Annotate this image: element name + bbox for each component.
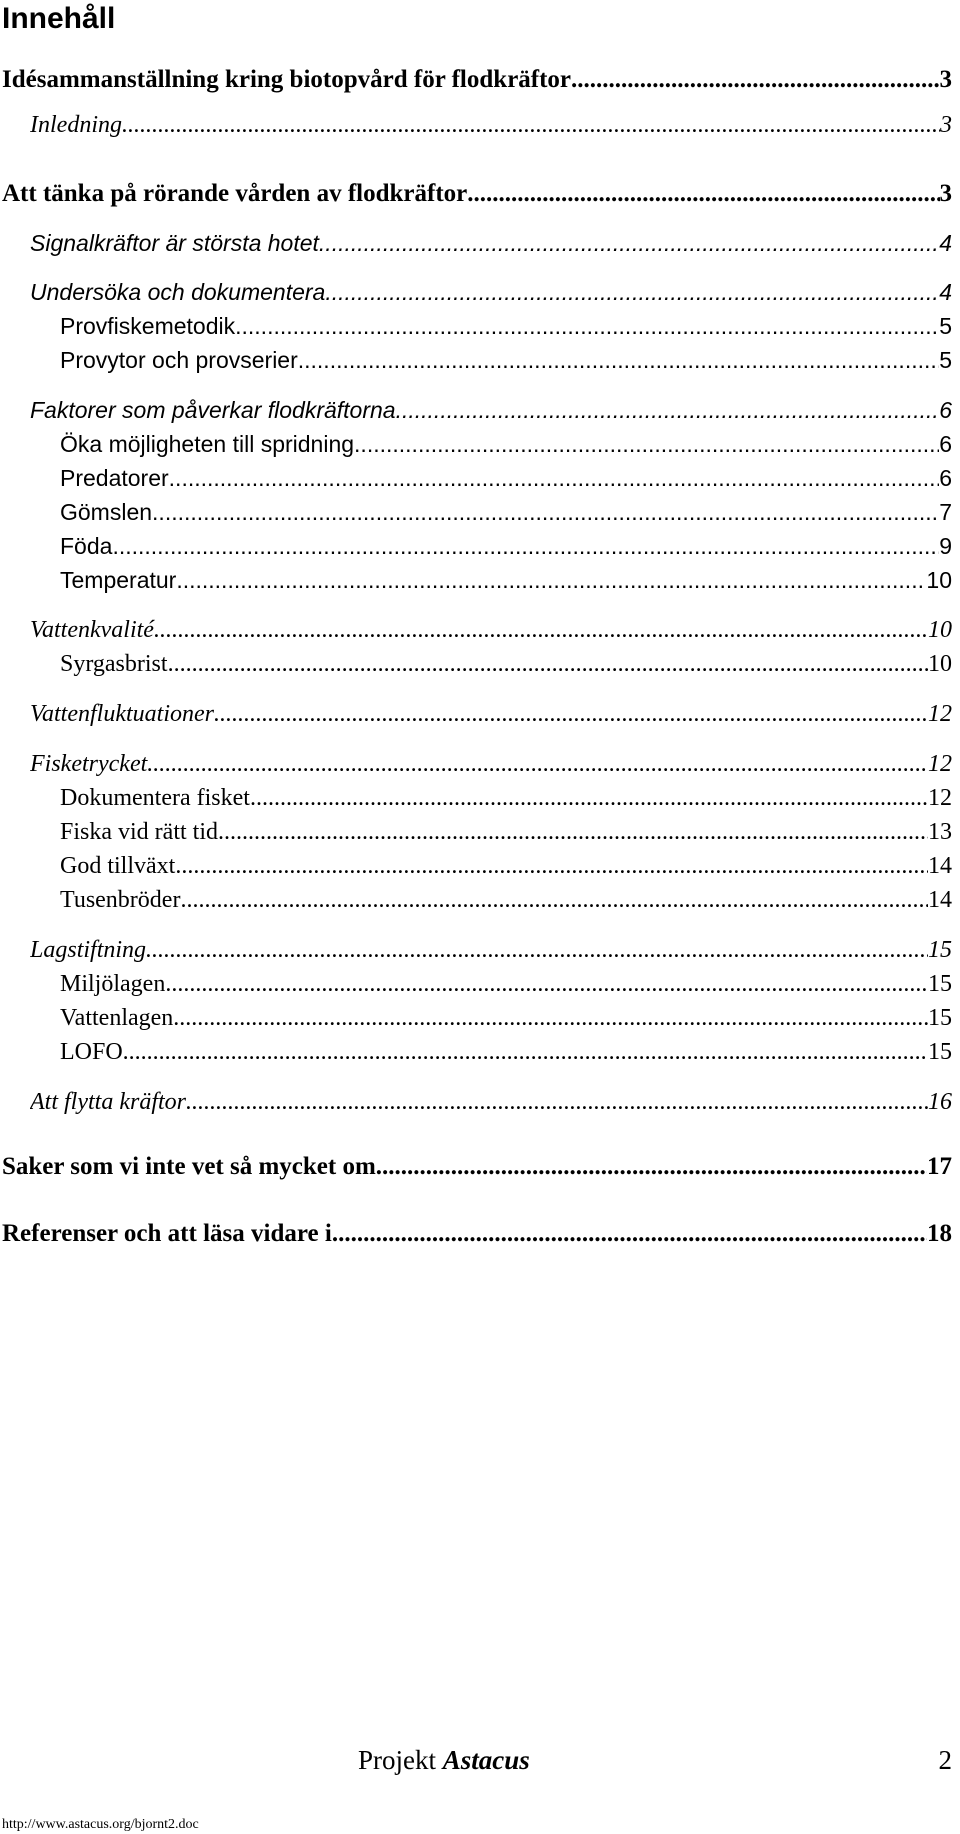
- toc-entry[interactable]: [30, 617, 952, 653]
- toc-entry[interactable]: [60, 785, 952, 821]
- toc-entry-label: Vattenfluktuationer: [30, 701, 214, 727]
- toc-page-number: 12: [928, 751, 952, 777]
- toc-entry-label: Idésammanställning kring biotopvård för flodkräftor: [2, 66, 572, 93]
- toc-page-number: 12: [928, 785, 952, 811]
- toc-entry[interactable]: [30, 112, 952, 148]
- footer-project-name: [358, 1745, 530, 1776]
- toc-dot-leader: [169, 465, 940, 492]
- toc-page-number: 15: [928, 1039, 952, 1065]
- toc-entry[interactable]: [30, 279, 952, 315]
- toc-entry[interactable]: [60, 1039, 952, 1075]
- toc-page-number: 4: [939, 279, 952, 305]
- toc-page-number: 7: [939, 499, 952, 525]
- toc-entry-label: LOFO: [60, 1039, 123, 1065]
- toc-page-number: 4: [939, 230, 952, 256]
- toc-page-number: 9: [939, 533, 952, 559]
- toc-page-number: 3: [940, 112, 952, 138]
- toc-dot-leader: [325, 279, 939, 306]
- toc-entry-label: Gömslen: [60, 499, 153, 525]
- toc-entry[interactable]: [60, 853, 952, 889]
- toc-dot-leader: [467, 180, 939, 208]
- toc-entry[interactable]: [2, 1153, 952, 1189]
- toc-page-number: 10: [928, 617, 952, 643]
- toc-page-number: 6: [939, 465, 952, 491]
- toc-page-number: 17: [927, 1153, 952, 1180]
- toc-page-number: 6: [939, 397, 952, 423]
- toc-entry-label: Provytor och provserier: [60, 347, 298, 373]
- toc-entry-label: Dokumentera fisket: [60, 785, 250, 811]
- toc-entry-label: Temperatur: [60, 567, 177, 593]
- toc-entry[interactable]: [2, 66, 952, 102]
- toc-entry-label: Att tänka på rörande vården av flodkräftor: [2, 180, 468, 207]
- toc-page-number: 3: [939, 180, 952, 207]
- footer-project-word: Projekt: [358, 1745, 436, 1775]
- toc-entry-label: Predatorer: [60, 465, 169, 491]
- toc-entry[interactable]: [60, 533, 952, 569]
- toc-page-number: 13: [928, 819, 952, 845]
- toc-entry[interactable]: [60, 465, 952, 501]
- toc-entry[interactable]: [60, 499, 952, 535]
- toc-entry[interactable]: [60, 347, 952, 383]
- toc-dot-leader: [173, 1005, 928, 1032]
- toc-page-number: 3: [939, 66, 952, 93]
- toc-entry-label: Signalkräftor är största hotet: [30, 230, 319, 256]
- toc-entry[interactable]: [2, 1220, 952, 1256]
- toc-page-number: 18: [927, 1220, 952, 1247]
- toc-dot-leader: [376, 1153, 927, 1181]
- toc-dot-leader: [235, 313, 939, 340]
- toc-dot-leader: [354, 431, 939, 458]
- page-footer: [0, 1745, 960, 1779]
- toc-entry-label: Vattenkvalité: [30, 617, 154, 643]
- toc-entry[interactable]: [60, 313, 952, 349]
- toc-dot-leader: [176, 567, 926, 594]
- toc-entry-label: Öka möjligheten till spridning: [60, 431, 355, 457]
- toc-dot-leader: [571, 66, 939, 94]
- toc-entry-label: Saker som vi inte vet så mycket om: [2, 1153, 376, 1180]
- toc-entry[interactable]: [30, 397, 952, 433]
- toc-dot-leader: [396, 397, 940, 424]
- toc-dot-leader: [122, 112, 940, 139]
- toc-page-number: 15: [928, 971, 952, 997]
- toc-page-number: 14: [928, 853, 952, 879]
- toc-dot-leader: [123, 1039, 928, 1066]
- toc-dot-leader: [168, 651, 928, 678]
- toc-dot-leader: [112, 533, 939, 560]
- toc-page-number: 10: [928, 651, 952, 677]
- toc-dot-leader: [250, 785, 928, 812]
- toc-page-number: 10: [926, 567, 952, 593]
- footer-page-number: 2: [938, 1745, 952, 1775]
- toc-entry-label: Föda: [60, 533, 113, 559]
- page-title: Innehåll: [2, 2, 116, 35]
- toc-entry-label: Faktorer som påverkar flodkräftorna: [30, 397, 396, 423]
- toc-entry[interactable]: [60, 651, 952, 687]
- toc-page-number: 5: [939, 313, 952, 339]
- toc-page-number: 6: [939, 431, 952, 457]
- toc-entry-label: Lagstiftning: [30, 937, 147, 963]
- toc-entry[interactable]: [30, 230, 952, 266]
- toc-entry[interactable]: [2, 180, 952, 216]
- toc-entry-label: Fiska vid rätt tid: [60, 819, 218, 845]
- toc-entry[interactable]: [60, 887, 952, 923]
- toc-dot-leader: [186, 1089, 928, 1116]
- toc-entry-label: Provfiskemetodik: [60, 313, 236, 339]
- toc-dot-leader: [214, 701, 928, 728]
- toc-page-number: 16: [928, 1089, 952, 1115]
- toc-dot-leader: [147, 751, 928, 778]
- toc-entry-label: Referenser och att läsa vidare i: [2, 1220, 332, 1247]
- toc-entry-label: Inledning: [30, 112, 122, 138]
- toc-entry[interactable]: [60, 431, 952, 467]
- toc-entry-label: Undersöka och dokumentera: [30, 279, 326, 305]
- toc-entry-label: Vattenlagen: [60, 1005, 174, 1031]
- toc-entry[interactable]: [30, 751, 952, 787]
- toc-page-number: 5: [939, 347, 952, 373]
- toc-dot-leader: [218, 819, 928, 846]
- toc-dot-leader: [152, 499, 939, 526]
- toc-page-number: 14: [928, 887, 952, 913]
- toc-entry[interactable]: [60, 819, 952, 855]
- toc-dot-leader: [175, 853, 928, 880]
- toc-entry-label: Tusenbröder: [60, 887, 181, 913]
- toc-entry-label: Fisketrycket: [30, 751, 148, 777]
- toc-dot-leader: [298, 347, 939, 374]
- toc-entry[interactable]: [30, 937, 952, 973]
- toc-entry-label: Syrgasbrist: [60, 651, 168, 677]
- toc-entry[interactable]: [30, 1089, 952, 1125]
- toc-dot-leader: [180, 887, 928, 914]
- toc-page-number: 15: [928, 1005, 952, 1031]
- footer-url: http://www.astacus.org/bjornt2.doc: [2, 1817, 199, 1832]
- toc-dot-leader: [146, 937, 928, 964]
- toc-dot-leader: [332, 1220, 927, 1248]
- toc-entry-label: Miljölagen: [60, 971, 166, 997]
- toc-page-number: 12: [928, 701, 952, 727]
- toc-entry[interactable]: [30, 701, 952, 737]
- toc-entry[interactable]: [60, 971, 952, 1007]
- toc-entry-label: God tillväxt: [60, 853, 176, 879]
- toc-entry-label: Att flytta kräftor: [30, 1089, 186, 1115]
- toc-dot-leader: [319, 230, 939, 257]
- toc-dot-leader: [165, 971, 928, 998]
- toc-entry[interactable]: [60, 567, 952, 603]
- footer-project-title: Astacus: [442, 1745, 530, 1775]
- toc-dot-leader: [154, 617, 928, 644]
- toc-page-number: 15: [928, 937, 952, 963]
- toc-entry[interactable]: [60, 1005, 952, 1041]
